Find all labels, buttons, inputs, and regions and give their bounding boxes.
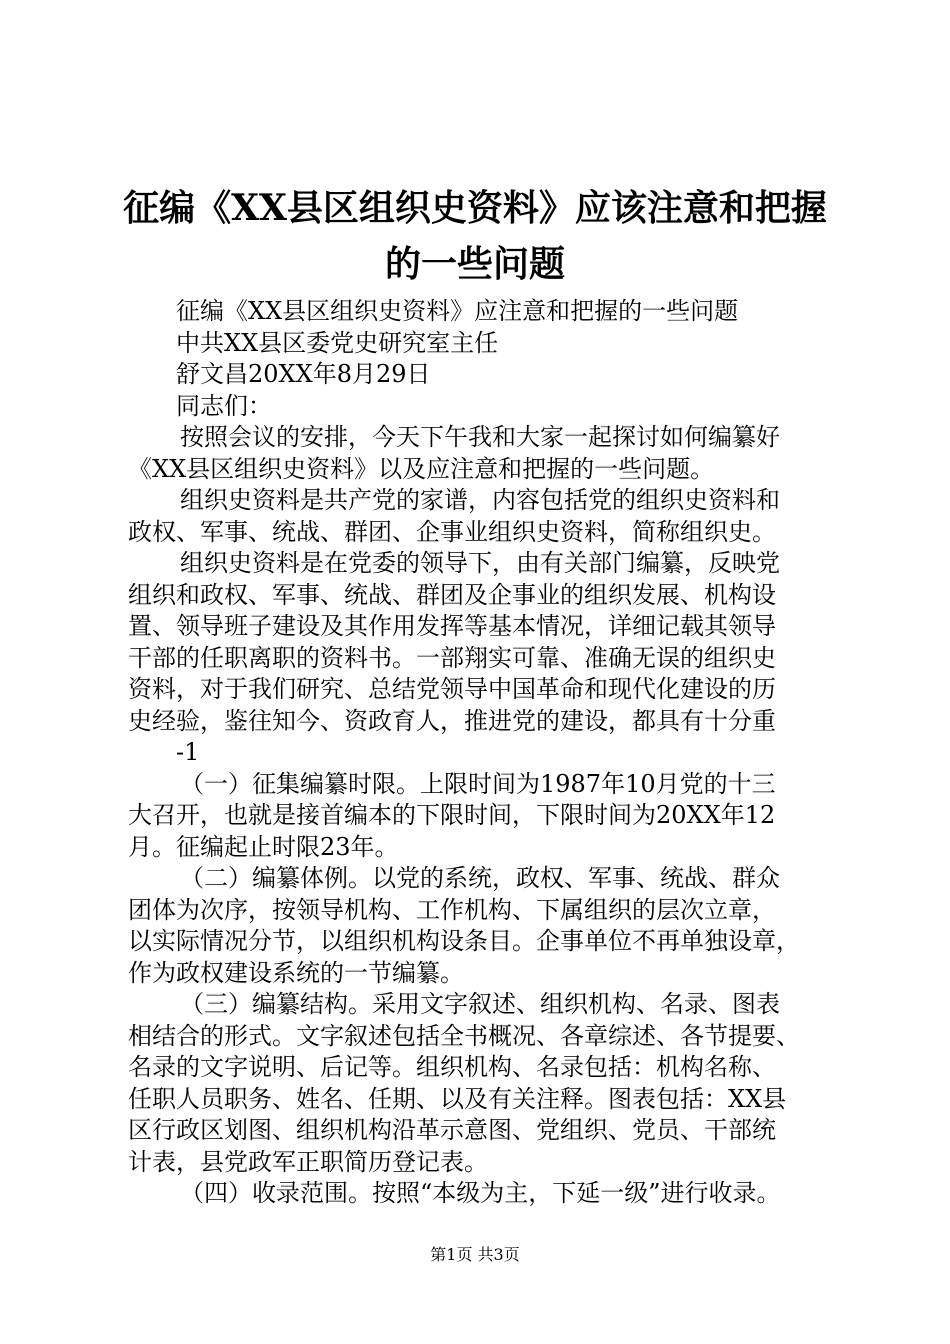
paragraph-line: 任职人员职务、姓名、任期、以及有关注释。图表包括：XX县 xyxy=(128,1084,787,1113)
paragraph-line: 相结合的形式。文字叙述包括全书概况、各章综述、各节提要、 xyxy=(128,1021,800,1050)
paragraph-line: 置、领导班子建设及其作用发挥等基本情况，详细记载其领导 xyxy=(128,612,776,640)
paragraph-line: 名录的文字说明、后记等。组织机构、名录包括：机构名称、 xyxy=(128,1053,776,1081)
author-date: 舒文昌20XX年8月29日 xyxy=(176,360,431,388)
paragraph-line: 组织史资料是共产党的家谱，内容包括党的组织史资料和 xyxy=(180,486,780,514)
paragraph-line: 团体为次序，按领导机构、工作机构、下属组织的层次立章， xyxy=(128,895,776,924)
paragraph-line: （一）征集编纂时限。上限时间为1987年10月党的十三 xyxy=(180,769,776,798)
paragraph-line: 大召开，也就是接首编本的下限时间，下限时间为20XX年12 xyxy=(128,801,776,829)
page-footer: 第1页 共3页 xyxy=(430,1245,520,1264)
paragraph-line: 区行政区划图、组织机构沿革示意图、党组织、党员、干部统 xyxy=(128,1116,776,1144)
title-line-1: 征编《XX县区组织史资料》应该注意和把握 xyxy=(123,187,827,229)
paragraph-line: 《XX县区组织史资料》以及应注意和把握的一些问题。 xyxy=(128,454,715,483)
paragraph-line: 干部的任职离职的资料书。一部翔实可靠、准确无误的组织史 xyxy=(128,643,776,672)
paragraph-line: 组织史资料是在党委的领导下，由有关部门编纂，反映党 xyxy=(180,549,780,577)
paragraph-line: （四）收录范围。按照“本级为主，下延一级”进行收录。 xyxy=(180,1179,781,1207)
paragraph-line: （三）编纂结构。采用文字叙述、组织机构、名录、图表 xyxy=(180,990,780,1018)
salutation: 同志们： xyxy=(176,391,272,420)
paragraph-line: 资料，对于我们研究、总结党领导中国革命和现代化建设的历 xyxy=(128,675,776,703)
page-marker: -1 xyxy=(176,738,200,766)
paragraph-line: 月。征编起止时限23年。 xyxy=(128,832,399,861)
document-title xyxy=(100,180,850,292)
paragraph-line: 以实际情况分节，以组织机构设条目。企事单位不再单独设章， xyxy=(128,927,800,955)
document-body xyxy=(128,296,850,1210)
paragraph-line: （二）编纂体例。以党的系统，政权、军事、统战、群众 xyxy=(180,864,780,892)
paragraph-line: 组织和政权、军事、统战、群团及企事业的组织发展、机构设 xyxy=(128,580,776,609)
paragraph-line: 按照会议的安排，今天下午我和大家一起探讨如何编纂好 xyxy=(180,423,780,451)
subtitle: 征编《XX县区组织史资料》应注意和把握的一些问题 xyxy=(176,297,739,325)
paragraph-line: 作为政权建设系统的一节编纂。 xyxy=(128,958,464,987)
paragraph-line: 史经验，鉴往知今、资政育人，推进党的建设，都具有十分重 xyxy=(128,706,776,735)
paragraph-line: 计表，县党政军正职简历登记表。 xyxy=(128,1147,488,1176)
author-organization: 中共XX县区委党史研究室主任 xyxy=(176,328,499,357)
title-line-2: 的一些问题 xyxy=(384,243,565,285)
paragraph-line: 政权、军事、统战、群团、企事业组织史资料，简称组织史。 xyxy=(128,517,776,546)
